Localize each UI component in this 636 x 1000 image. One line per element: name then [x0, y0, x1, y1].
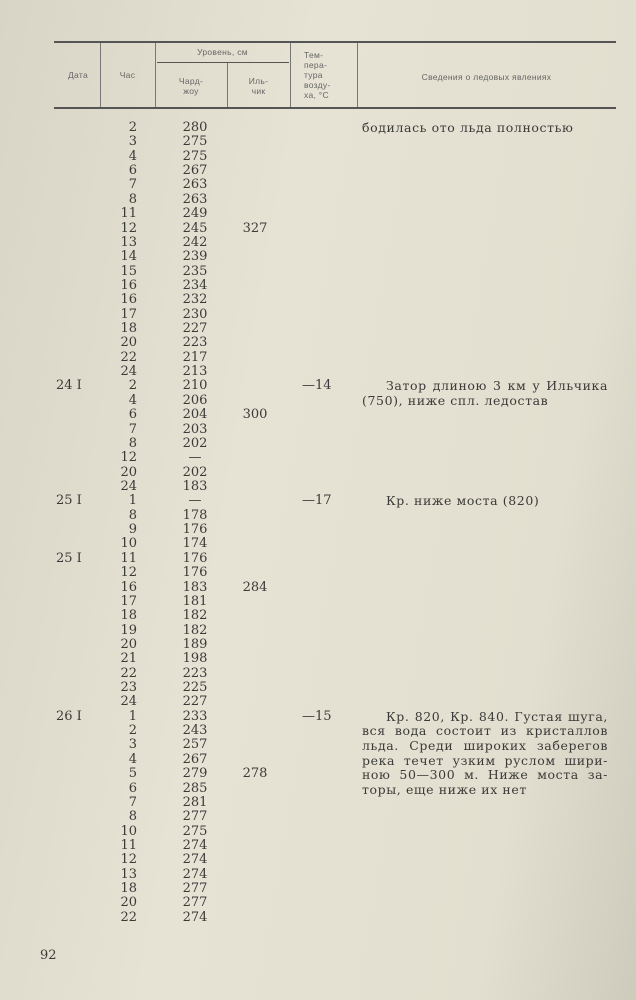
chardzhou-level-cell: 202 — [182, 464, 208, 480]
chardzhou-level-cell: 182 — [182, 608, 208, 624]
table-row — [0, 825, 636, 839]
table-row — [0, 222, 636, 236]
table-row — [0, 437, 636, 451]
chardzhou-level-cell: 213 — [182, 364, 208, 380]
chardzhou-level-cell: 267 — [182, 163, 208, 179]
chardzhou-level-cell: 275 — [182, 134, 208, 150]
table-row — [0, 581, 636, 595]
chardzhou-level-cell: 279 — [182, 766, 208, 782]
hour-cell: 8 — [128, 435, 137, 451]
header-chardzhou: Чард- жоу — [178, 76, 204, 96]
chardzhou-level-cell: 223 — [182, 665, 208, 681]
ilchik-level-cell: 278 — [242, 766, 268, 782]
header-ilchik: Иль- чик — [248, 76, 269, 96]
chardzhou-level-cell: 178 — [182, 507, 208, 523]
hour-cell: 14 — [120, 249, 137, 265]
hour-cell: 20 — [120, 636, 137, 652]
hour-cell: 3 — [128, 134, 137, 150]
chardzhou-level-cell: 242 — [182, 234, 208, 250]
chardzhou-level-cell: 277 — [182, 881, 208, 897]
hour-cell: 8 — [128, 507, 137, 523]
table-row — [0, 853, 636, 867]
hour-cell: 21 — [120, 651, 137, 667]
chardzhou-level-cell: 249 — [182, 206, 208, 222]
hour-cell: 7 — [128, 421, 137, 437]
chardzhou-level-cell: 176 — [182, 522, 208, 538]
hour-cell: 22 — [120, 349, 137, 365]
chardzhou-level-cell: 275 — [182, 823, 208, 839]
chardzhou-level-cell: 267 — [182, 751, 208, 767]
ilchik-level-cell: 284 — [242, 579, 268, 595]
chardzhou-level-cell: 232 — [182, 292, 208, 308]
ilchik-level-cell: 300 — [242, 407, 268, 423]
hour-cell: 23 — [120, 680, 137, 696]
chardzhou-level-cell: 274 — [182, 866, 208, 882]
chardzhou-level-cell: 176 — [182, 550, 208, 566]
chardzhou-level-cell: 183 — [182, 478, 208, 494]
table-row — [0, 552, 636, 566]
chardzhou-level-cell: 257 — [182, 737, 208, 753]
table-row — [0, 423, 636, 437]
hour-cell: 7 — [128, 177, 137, 193]
chardzhou-level-cell: 263 — [182, 191, 208, 207]
hour-cell: 12 — [120, 565, 137, 581]
chardzhou-level-cell: 230 — [182, 306, 208, 322]
chardzhou-level-cell: 181 — [182, 593, 208, 609]
hour-cell: 18 — [120, 881, 137, 897]
hour-cell: 11 — [120, 550, 137, 566]
table-row — [0, 509, 636, 523]
hour-cell: 4 — [128, 392, 137, 408]
ilchik-level-cell: 327 — [242, 220, 268, 236]
header-level-group: Уровень, см — [197, 47, 248, 57]
table-row — [0, 810, 636, 824]
chardzhou-level-cell: — — [188, 450, 202, 466]
chardzhou-level-cell: 204 — [182, 407, 208, 423]
hour-cell: 8 — [128, 191, 137, 207]
hour-cell: 11 — [120, 206, 137, 222]
chardzhou-level-cell: 245 — [182, 220, 208, 236]
table-row — [0, 624, 636, 638]
chardzhou-level-cell: 233 — [182, 708, 208, 724]
ice-info-cell: Затор длиною 3 км у Ильчика (750), ниже спл. ледостав — [362, 378, 608, 409]
hour-cell: 16 — [120, 579, 137, 595]
table-row — [0, 365, 636, 379]
hour-cell: 19 — [120, 622, 137, 638]
table-row — [0, 135, 636, 149]
table-row — [0, 638, 636, 652]
table-row — [0, 308, 636, 322]
header-hour: Час — [119, 70, 136, 80]
chardzhou-level-cell: 217 — [182, 349, 208, 365]
hour-cell: 13 — [120, 234, 137, 250]
chardzhou-level-cell: 198 — [182, 651, 208, 667]
hour-cell: 22 — [120, 665, 137, 681]
hour-cell: 3 — [128, 737, 137, 753]
date-cell: 26 I — [56, 708, 82, 724]
table-row — [0, 121, 636, 135]
hour-cell: 1 — [128, 708, 137, 724]
table-row — [0, 322, 636, 336]
hour-cell: 8 — [128, 809, 137, 825]
hour-cell: 4 — [128, 148, 137, 164]
table-row — [0, 523, 636, 537]
chardzhou-level-cell: 176 — [182, 565, 208, 581]
hour-cell: 9 — [128, 522, 137, 538]
table-row — [0, 207, 636, 221]
hour-cell: 17 — [120, 593, 137, 609]
hour-cell: 12 — [120, 852, 137, 868]
chardzhou-level-cell: 235 — [182, 263, 208, 279]
chardzhou-level-cell: 227 — [182, 694, 208, 710]
hour-cell: 6 — [128, 780, 137, 796]
table-row — [0, 265, 636, 279]
hour-cell: 2 — [128, 378, 137, 394]
chardzhou-level-cell: — — [188, 493, 202, 509]
hour-cell: 2 — [128, 723, 137, 739]
table-row — [0, 150, 636, 164]
table-row — [0, 351, 636, 365]
chardzhou-level-cell: 234 — [182, 277, 208, 293]
hour-cell: 7 — [128, 794, 137, 810]
hour-cell: 4 — [128, 751, 137, 767]
table-row — [0, 480, 636, 494]
hour-cell: 1 — [128, 493, 137, 509]
hour-cell: 20 — [120, 335, 137, 351]
table-top-rule — [54, 41, 616, 43]
table-row — [0, 293, 636, 307]
chardzhou-level-cell: 274 — [182, 909, 208, 925]
hour-cell: 16 — [120, 277, 137, 293]
table-row — [0, 537, 636, 551]
air-temperature-cell: —14 — [302, 378, 332, 394]
date-cell: 25 I — [56, 493, 82, 509]
hour-cell: 20 — [120, 464, 137, 480]
table-row — [0, 466, 636, 480]
chardzhou-level-cell: 202 — [182, 435, 208, 451]
hour-cell: 16 — [120, 292, 137, 308]
chardzhou-level-cell: 206 — [182, 392, 208, 408]
hour-cell: 13 — [120, 866, 137, 882]
hour-cell: 17 — [120, 306, 137, 322]
hour-cell: 24 — [120, 364, 137, 380]
header-temperature: Тем- пера- тура возду- ха, °С — [304, 50, 331, 100]
header-bottom-rule — [54, 107, 616, 109]
header-date: Дата — [67, 70, 89, 80]
hour-cell: 18 — [120, 608, 137, 624]
chardzhou-level-cell: 274 — [182, 852, 208, 868]
table-row — [0, 896, 636, 910]
hour-cell: 12 — [120, 220, 137, 236]
date-cell: 24 I — [56, 378, 82, 394]
page-number: 92 — [40, 948, 57, 963]
table-body — [0, 121, 636, 925]
table-row — [0, 652, 636, 666]
table-row — [0, 566, 636, 580]
table-row — [0, 250, 636, 264]
chardzhou-level-cell: 274 — [182, 837, 208, 853]
hour-cell: 5 — [128, 766, 137, 782]
chardzhou-level-cell: 189 — [182, 636, 208, 652]
hour-cell: 24 — [120, 694, 137, 710]
table-row — [0, 279, 636, 293]
chardzhou-level-cell: 281 — [182, 794, 208, 810]
hour-cell: 6 — [128, 163, 137, 179]
ice-info-cell: Кр. 820, Кр. 840. Густая шуга, вся вода состоит из кристаллов льда. Среди широких заберегов река течет узким руслом шири-ною 50—300 м. Ниже моста за-торы, еще ниже их нет — [362, 708, 608, 797]
air-temperature-cell: —17 — [302, 493, 332, 509]
date-cell: 25 I — [56, 550, 82, 566]
table-row — [0, 796, 636, 810]
chardzhou-level-cell: 225 — [182, 680, 208, 696]
level-group-rule — [157, 62, 289, 63]
hour-cell: 10 — [120, 536, 137, 552]
table-row — [0, 236, 636, 250]
hour-cell: 6 — [128, 407, 137, 423]
table-row — [0, 609, 636, 623]
table-row — [0, 451, 636, 465]
hour-cell: 10 — [120, 823, 137, 839]
chardzhou-level-cell: 210 — [182, 378, 208, 394]
hour-cell: 11 — [120, 837, 137, 853]
hour-cell: 20 — [120, 895, 137, 911]
table-row — [0, 882, 636, 896]
chardzhou-level-cell: 203 — [182, 421, 208, 437]
hour-cell: 24 — [120, 478, 137, 494]
chardzhou-level-cell: 275 — [182, 148, 208, 164]
table-row — [0, 336, 636, 350]
table-row — [0, 595, 636, 609]
table-row — [0, 408, 636, 422]
chardzhou-level-cell: 285 — [182, 780, 208, 796]
table-row — [0, 911, 636, 925]
table-row — [0, 193, 636, 207]
chardzhou-level-cell: 174 — [182, 536, 208, 552]
hour-cell: 2 — [128, 120, 137, 135]
chardzhou-level-cell: 223 — [182, 335, 208, 351]
table-row — [0, 681, 636, 695]
hour-cell: 18 — [120, 321, 137, 337]
table-row — [0, 164, 636, 178]
hour-cell: 12 — [120, 450, 137, 466]
table-row — [0, 667, 636, 681]
table-row — [0, 839, 636, 853]
table-row — [0, 868, 636, 882]
header-ice-info: Сведения о ледовых явлениях — [421, 72, 552, 82]
chardzhou-level-cell: 182 — [182, 622, 208, 638]
chardzhou-level-cell: 239 — [182, 249, 208, 265]
chardzhou-level-cell: 227 — [182, 321, 208, 337]
table-row — [0, 695, 636, 709]
ice-info-cell: бодилась ото льда полностью — [362, 120, 574, 135]
table-row — [0, 494, 636, 508]
air-temperature-cell: —15 — [302, 708, 332, 724]
chardzhou-level-cell: 243 — [182, 723, 208, 739]
chardzhou-level-cell: 263 — [182, 177, 208, 193]
ice-info-cell: Кр. ниже моста (820) — [386, 493, 540, 509]
chardzhou-level-cell: 277 — [182, 895, 208, 911]
table-row — [0, 178, 636, 192]
hour-cell: 22 — [120, 909, 137, 925]
chardzhou-level-cell: 277 — [182, 809, 208, 825]
hour-cell: 15 — [120, 263, 137, 279]
chardzhou-level-cell: 280 — [182, 120, 208, 135]
chardzhou-level-cell: 183 — [182, 579, 208, 595]
